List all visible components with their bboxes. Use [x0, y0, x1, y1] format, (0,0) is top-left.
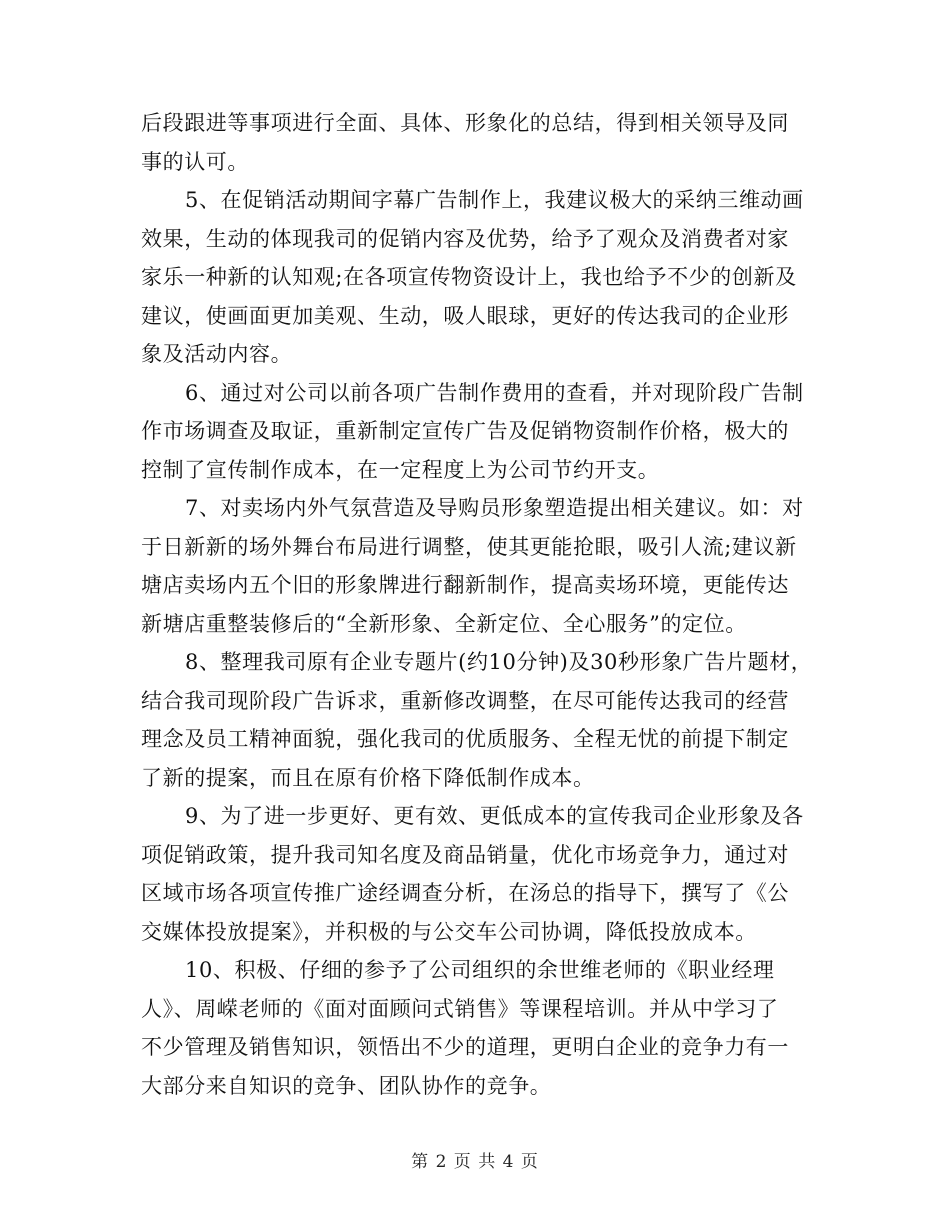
text-line: 9、为了进一步更好、更有效、更低成本的宣传我司企业形象及各: [185, 804, 804, 828]
document-body: [141, 104, 821, 1105]
page-footer: 第 2 页 共 4 页: [411, 1152, 539, 1172]
text-line: 6、通过对公司以前各项广告制作费用的查看，并对现阶段广告制: [185, 380, 804, 405]
text-line: 8、整理我司原有企业专题片(约10分钟)及30秒形象广告片题材，: [185, 650, 813, 674]
text-line: 5、在促销活动期间字幕广告制作上，我建议极大的采纳三维动画: [185, 188, 804, 212]
text-line: 效果，生动的体现我司的促销内容及优势，给予了观众及消费者对家: [141, 226, 789, 251]
text-line: 建议，使画面更加美观、生动，吸人眼球，更好的传达我司的企业形: [141, 303, 789, 328]
paragraph-item-5: [141, 181, 821, 374]
text-line: 区域市场各项宣传推广途经调查分析，在汤总的指导下，撰写了《公: [141, 881, 789, 905]
text-line: 控制了宣传制作成本，在一定程度上为公司节约开支。: [141, 457, 660, 482]
text-line: 结合我司现阶段广告诉求，重新修改调整，在尽可能传达我司的经营: [141, 688, 789, 713]
text-line: 于日新新的场外舞台布局进行调整，使其更能抢眼，吸引人流;建议新: [141, 534, 797, 559]
paragraph-item-9: [141, 797, 821, 951]
text-line: 新塘店重整装修后的“全新形象、全新定位、全心服务”的定位。: [141, 611, 747, 636]
text-line: 项促销政策，提升我司知名度及商品销量，优化市场竞争力，通过对: [141, 842, 789, 867]
paragraph-continuation: [141, 104, 821, 181]
text-line: 10、积极、仔细的参予了公司组织的余世维老师的《职业经理: [185, 958, 775, 982]
text-line: 了新的提案，而且在原有价格下降低制作成本。: [141, 765, 595, 790]
text-line: 事的认可。: [141, 149, 249, 174]
text-line: 人》、周嵘老师的《面对面顾问式销售》等课程培训。并从中学习了: [141, 996, 779, 1021]
paragraph-item-10: [141, 951, 821, 1105]
paragraph-item-8: [141, 643, 821, 797]
text-line: 家乐一种新的认知观;在各项宣传物资设计上，我也给予不少的创新及: [141, 265, 797, 289]
text-line: 象及活动内容。: [141, 342, 293, 366]
text-line: 理念及员工精神面貌，强化我司的优质服务、全程无忧的前提下制定: [141, 727, 789, 751]
text-line: 不少管理及销售知识，领悟出不少的道理，更明白企业的竞争力有一: [141, 1035, 789, 1059]
text-line: 7、对卖场内外气氛营造及导购员形象塑造提出相关建议。如：对: [185, 496, 804, 520]
text-line: 作市场调查及取证，重新制定宣传广告及促销物资制作价格，极大的: [141, 419, 789, 443]
paragraph-item-6: [141, 374, 821, 490]
text-line: 大部分来自知识的竞争、团队协作的竞争。: [141, 1073, 552, 1098]
text-line: 交媒体投放提案》，并积极的与公交车公司协调，降低投放成本。: [141, 919, 757, 944]
text-line: 塘店卖场内五个旧的形象牌进行翻新制作，提高卖场环境，更能传达: [141, 573, 789, 597]
text-line: 后段跟进等事项进行全面、具体、形象化的总结，得到相关领导及同: [141, 111, 789, 135]
paragraph-item-7: [141, 489, 821, 643]
